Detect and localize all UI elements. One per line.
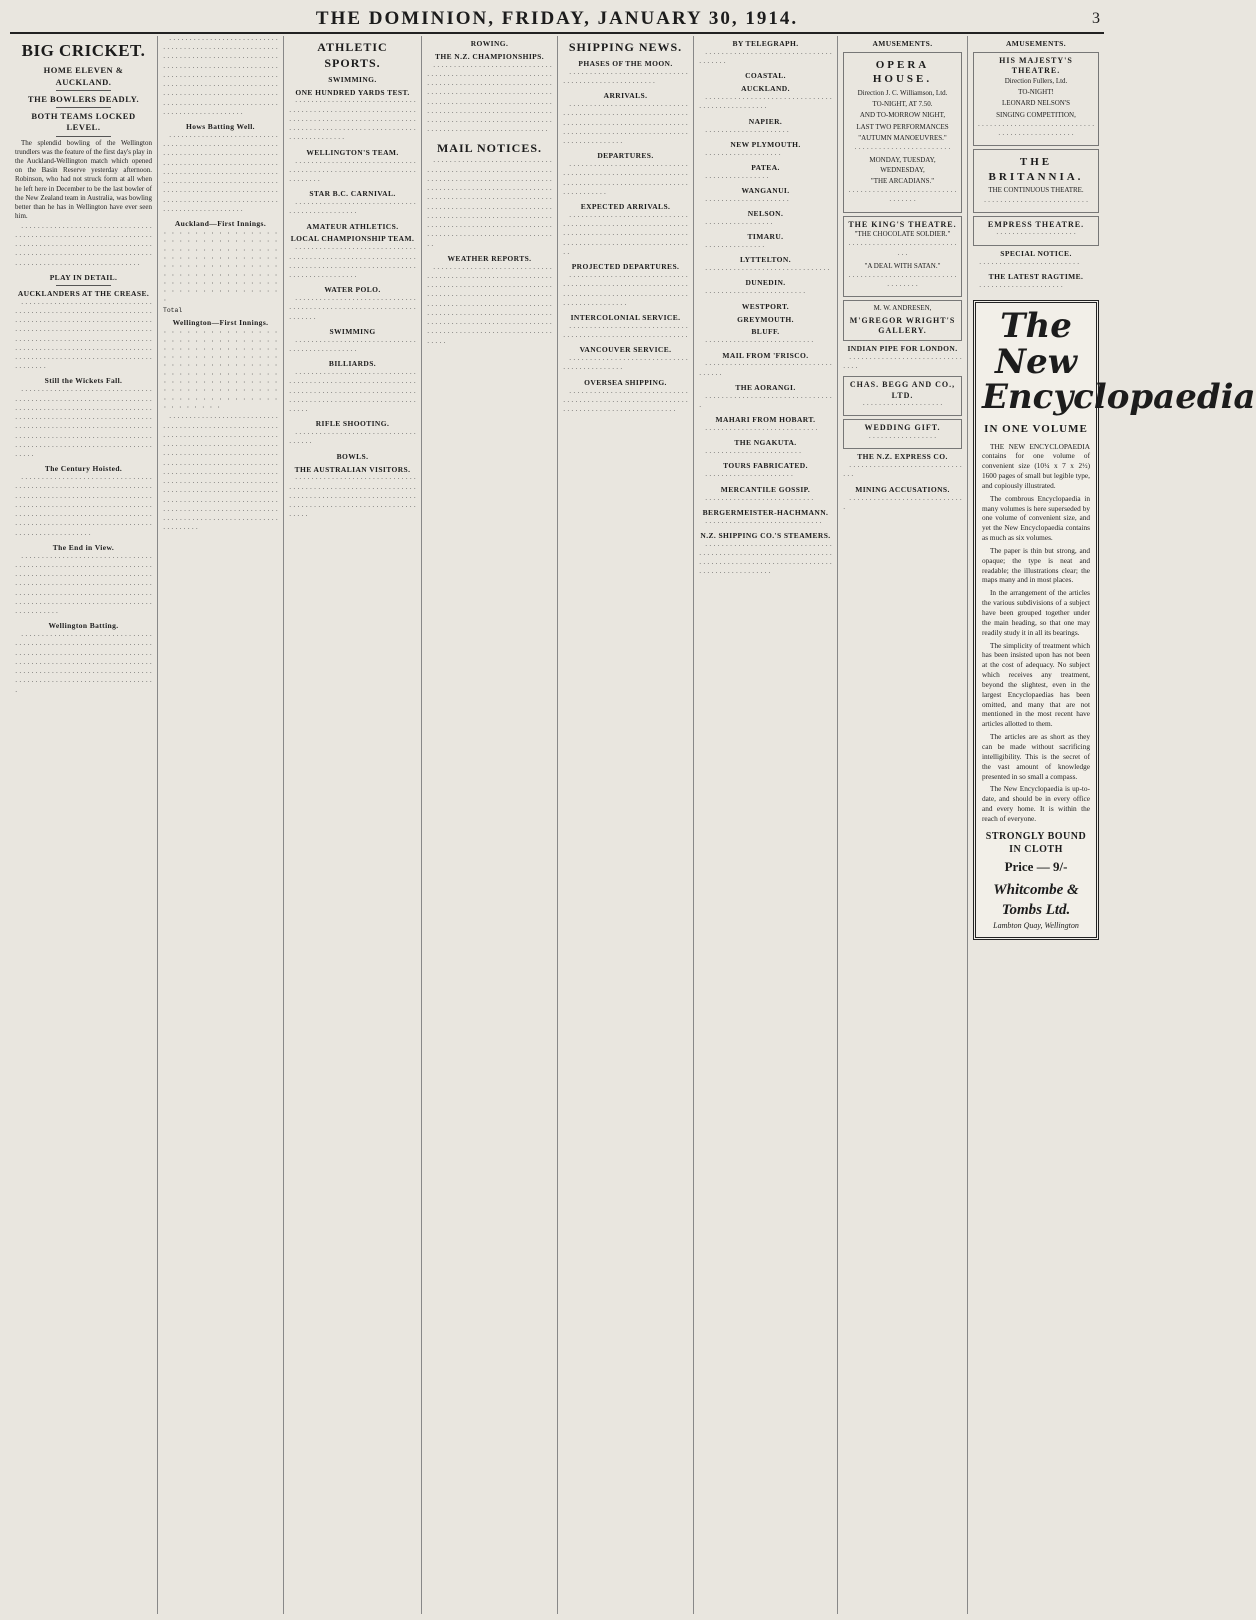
ad-line: "AUTUMN MANOEUVRES."	[858, 133, 947, 142]
column-amusements-2	[968, 36, 1256, 1614]
article-filler: · · · · · · · · · · · · · · · · · · · · · · · · · · · · · · ·	[843, 463, 962, 481]
article-filler: · · · · · · · · · · · · · · · · · · · · · · · · · · · · · · · · · · · · · · · · · · · · · · · · · · · · · · · · · · · · · · · · · · · · · · · · · · · · · · · · · · · · · · · · · · · · · · · · · · · · · · · · · · · · · · · · · · · · · · · · · · · · · · · · · · · · · · · · · · · · · · · · · · · · · · · · · · · · · · · · · · · · · · · · · · · · · · · · · · · · · · · · · · · · · · · · · · · · · · · · · · · · · · · · · · · · · · · · · · · · · · · · · · · · · · · · · · · · · · · · · · ·	[163, 133, 278, 215]
article-filler: · · · · · · · · · · · · · · · · · · · · · · · · · · · · · · · · · · · · · · · · · · · · · · · · · · · · · · · · · · · · · · · · · · · · · · · · · · · · · · · · · · · · · · · · · · · · · · · · · · · · · · · · · · · · · · · · · · · · · · · · · · · · · · · · · · · · · · · · ·	[563, 102, 688, 148]
article-filler: · · · · · · · · · · · · · · · · · · · · · · · · · · · · · · · · · · · · · · · · · · · · · · · · · · · · · · · · · · · · · · · · · · · ·	[289, 296, 416, 323]
article-filler: · · · · · · · · · · · · · · · · · · · · · · · · · · · · · · · · · · · · · · · · · · · · · · · · · · · · · · · · · · · · · · · · · · · · · · · · · · · · · · · · · · · · · · · · · · · · · · · · · · · · · · · · · · · · · · · · · · · · · · · · · · · · · · · · · · · · · · · · · · · · · · · · · · · · · · · · · · · · · · · · · · · · · · · · · · · · · · · · · · · · · · · · · · · · · · · · · · · · · · · · · · · · · · · · · · · · · · · · · · · · · · · · · · · · · · · · · · · · · · · · ·	[15, 387, 153, 460]
subhead-hundred-yards: ONE HUNDRED YARDS TEST.	[295, 87, 410, 97]
subhead-vancouver: VANCOUVER SERVICE.	[579, 345, 672, 355]
article-filler: · · · · · · · · · · · · · · · · · · · · · · · · · · · · · · · · · · · · · · · · · · · · · · · · · · · · · · · · · · · · · · · · · · · · · · · · · · · · · · · · · · · · · · · · · · · · · · · · · · · · · · · · · · · · ·	[289, 245, 416, 282]
subhead-wellington-team: WELLINGTON'S TEAM.	[306, 147, 399, 157]
advert-subtitle: IN ONE VOLUME	[984, 422, 1088, 435]
article-filler: · · · · · · · · · · · · · · · ·	[705, 173, 769, 182]
headline-athletic: ATHLETIC SPORTS.	[317, 40, 388, 70]
article-filler: · · · · · · · · · · · · · · · · · · · · · · · · · · · · · · · · · · · · · · · · · · · · · · · · · · · · · · · · · · · · · · · · · · · · · · · · · · · · · · · · · · · · · · · ·	[563, 388, 688, 416]
amusements-header-2: AMUSEMENTS.	[1005, 39, 1067, 48]
ad-filler: · · · · · · · · · · · · · · · · · · · ·	[862, 401, 943, 410]
subhead-nelson: NELSON.	[747, 209, 784, 219]
article-filler: · · · · · · · · · · · · · · · · · · · · · · · · · · · · · · · · · · · · · · · · · · · · · · · · · · · · · · · · · · · · · · · · · · · · · · · · · · · · · · · · · · · · · · · · · · · · · · · · · · · · · · · · · · · · · · · · · · ·	[699, 541, 832, 578]
advert-address: Lambton Quay, Wellington	[993, 920, 1079, 930]
divider	[56, 136, 111, 137]
subhead-end-in-view: The End in View.	[52, 542, 115, 552]
article-filler: · · · · · · · · · · · · · · · · · · · · · · · · · · · · · · ·	[705, 266, 830, 275]
article-filler: · · · · · · · · · · · · · · · · · · · · · · · · · · ·	[705, 338, 814, 347]
ad-filler: · · · · · · · · · · · · · · · · · · · · · · · ·	[854, 145, 951, 154]
advert-title-2: Encyclopaedia	[982, 377, 1256, 418]
article-filler: · · · · · · · · · · · · · · · · · · · · · · · · · · · · · · · · · · · · · · · · · · · · · · · · · · · · · · · · · · · · · · · · · · · · · · · · · · · · · · · · · · · · · · · · · · · · · · · · · · · · · · · · · · · · · · · · · · · · · · · · · · · · · · · · · · · · · · · · · · · · · · · · · · · · · · · · · · · · · · · · · · · · · · · · · · · · · · · · · · · · · · · · · · · · · · · · · · · · · · · · · · · · · · · · · · · · · · · · · · · · · · · · · · · · · · · · · · · · · · · · · · · ·	[15, 299, 153, 373]
ad-his-majestys	[973, 52, 1099, 147]
subhead-dunedin: DUNEDIN.	[745, 278, 786, 288]
ad-line: TO-NIGHT, AT 7.50.	[872, 100, 933, 109]
advert-paragraph: The combrous Encyclopaedia in many volumes is here superseded by one volume of convenient size, and yet the New Encyclopaedia contains as much as six volumes.	[982, 493, 1090, 543]
scorecard-filler: · · · · · · · · · · · · · · · · · · · · · · · · · · · · · · · · · · · · · · · · · · · · · · · · · · · · · · · · · · · · · · · · · · · · · · · · · · · · · · · · · · · · · · · · · · · · · · · · · · · · · · · · · · · · · · · · · · · · · · · · · · · · · · · · · · · · · · · · · · · · · · ·	[163, 329, 278, 412]
column-shipping-cont	[694, 36, 838, 1614]
subhead-lyttelton: LYTTELTON.	[739, 255, 792, 265]
article-filler: · · · · · · · · · · · · · · · · · · · · · · · · · · · ·	[705, 426, 818, 435]
article-filler: · · · · · · · · · · · · · · · · · · · · · · · · · · · · ·	[705, 518, 822, 527]
advert-price: Price — 9/-	[1004, 859, 1068, 875]
ad-kings-title: THE KING'S THEATRE.	[848, 219, 957, 229]
subhead-mercantile-gossip: MERCANTILE GOSSIP.	[720, 484, 811, 494]
subhead-moon-phases: PHASES OF THE MOON.	[578, 58, 673, 68]
ad-line: LEONARD NELSON'S	[1002, 99, 1070, 108]
subhead-arrivals: ARRIVALS.	[603, 91, 648, 101]
article-filler: · · · · · · · · · · · · · · · · · · · · · · · · · · · · · · · · · · · ·	[289, 430, 416, 448]
article-filler: · · · · · · · · · · · · · · · · · · · · · · · · · · · · · · · · · · · · · · · · · · · · · · · · · · · · · · · · · · · · · · · · · · · · · · · · · · · · · · · · · · · · · · · · · · · · · · · · · · · · · · · · · · · · · · · · · · · · · · · · · · · · · · · · · · · · · · · · · · · · · · · · · · · · · · · · · · · · · · · · · · · · · · · · · · · · · · · · · · · · · · · · · · · · · · · · · · · · · · · · · · · · · · · · · · · · · · · · · · · · ·	[15, 475, 153, 539]
article-filler: · · · · · · · · · · · · · · · · · · · · · · · · · · ·	[705, 495, 814, 504]
ad-gallery-title: M'GREGOR WRIGHT'S GALLERY.	[849, 315, 956, 336]
ad-line: "THE ARCADIANS."	[870, 176, 935, 185]
headline-shipping: SHIPPING NEWS.	[568, 40, 683, 54]
ad-empress-title: EMPRESS THEATRE.	[987, 219, 1085, 229]
section-rowing: ROWING.	[470, 39, 509, 48]
article-filler: · · · · · · · · · · · · · · · · · · · · · · · · ·	[705, 289, 806, 298]
advert-paragraph: The paper is thin but strong, and opaque; the type is neat and readable; the illustrations clear; the maps many and in most places.	[982, 545, 1090, 585]
ad-opera-title: OPERA HOUSE.	[872, 58, 933, 86]
subhead-ngakuta: THE NGAKUTA.	[734, 438, 797, 448]
article-filler: · · · · · · · · · · · · · · · · · · · · · · · · ·	[979, 259, 1080, 268]
article-filler: · · · · · · · · · · · · · · · · · · · · · · · · · · · · · · · · · · · · · · · · · · · · · · ·	[289, 337, 416, 355]
subhead-patea: PATEA.	[751, 162, 780, 172]
subhead-mahari-hobart: MAHARI FROM HOBART.	[715, 415, 816, 425]
scorecard-filler: · · · · · · · · · · · · · · · · · · · · · · · · · · · · · · · · · · · · · · · · · · · · · · · · · · · · · · · · · · · · · · · · · · · · · · · · · · · · · · · · · · · · · · · · · · · · · · · · · · · · · · · · · · · · · · · · · · · · · · · · ·	[163, 230, 278, 304]
ad-line: MONDAY, TUESDAY, WEDNESDAY,	[869, 156, 936, 174]
ad-line: LAST TWO PERFORMANCES	[856, 122, 949, 131]
article-filler: · · · · · · · · · · · · · · · · · · · · · · · · · · · · · · · · · · · · · · · · · · · · · · · ·	[699, 95, 832, 113]
ad-line: Direction J. C. Williamson, Ltd.	[857, 88, 948, 97]
article-filler: · · · · · · · · · · · · · · · · · · · · · · · · · · · · · · · · · · · · · · · · · · · · · · · · · · · · · · · · · · · · · · · · · · · · · · · · · · · · · · · · · · · · · · · · · · · · · · · · · · · · · · · · · · · · · · · · · · · · · · · · · · · ·	[563, 212, 688, 258]
article-filler: · · · · · · · · · · · · · · · · · · · · · · · · · · · · · · · · · · · · · · · · · · · · · · · · · · · · · · · · · · · · · · · · · · · · · · · · · · · · · · · · · · · · · · · · · · · · · · · · · · · · · · · · · · · · · · · · · · · · · · · · · · · · · · · · · · · · · · · · · · · · · · · · · · · · · · · · · · · · · · · · · · · · · · · · · · · · · · · · · · · · · · · · · · · · · · · · · · · · · · · · · · ·	[15, 632, 153, 696]
subhead-new-plymouth: NEW PLYMOUTH.	[730, 139, 801, 149]
subhead-greymouth: GREYMOUTH.	[737, 314, 794, 324]
masthead	[10, 6, 1104, 34]
subhead-australian-visitors: THE AUSTRALIAN VISITORS.	[294, 464, 411, 474]
ad-line: "THE CHOCOLATE SOLDIER."	[854, 230, 951, 239]
section-bowls: BOWLS.	[336, 451, 369, 461]
ad-line: THE CONTINUOUS THEATRE.	[988, 186, 1084, 195]
subhead-mining: MINING ACCUSATIONS.	[855, 484, 950, 494]
scorecard-total: Total	[163, 306, 183, 314]
subhead-indian-pipe: INDIAN PIPE FOR LONDON.	[847, 343, 958, 353]
ad-majesty-title: HIS MAJESTY'S THEATRE.	[999, 55, 1073, 76]
subhead-bergermeister: BERGERMEISTER-HACHMANN.	[702, 507, 829, 517]
subhead-local-championship: LOCAL CHAMPIONSHIP TEAM.	[290, 234, 415, 244]
article-filler: · · · · · · · · · · · · · · · · · · · · · · · · · · · · ·	[843, 495, 962, 513]
subhead-by-telegraph: BY TELEGRAPH.	[732, 39, 799, 48]
subhead-westport: WESTPORT.	[741, 301, 790, 311]
subhead-wellington-batting: Wellington Batting.	[48, 621, 119, 631]
article-filler: · · · · · · · · · · · · · · · · · · · · · · · · · · · · · · · · · · · · · · · · · · · · · · · · · · · · · · · · · · · · · · · · · · · · · · · · · · · · · · · · · · · · · · · · · · · · · · · · · · · · · · · · · · · · · · · · · · · · · · · · · · · · · · · · · · · · · · · · · · · · · · · · · · · · · · · · · · · · · · · · · · · · ·	[15, 223, 153, 269]
advert-paragraph: The simplicity of treatment which has been insisted upon has not been at the cost of adequacy. No subject which receives any treatment, beyond the slightest, even in the largest Encyclopaedias has been omitted, and many that are not mentioned in the most recent have articles allotted to them.	[982, 640, 1090, 729]
page-number: 3	[1092, 10, 1100, 27]
subhead-hows-batting: Hows Batting Well.	[186, 122, 255, 132]
masthead-title: THE DOMINION, FRIDAY, JANUARY 30, 1914.	[315, 8, 799, 29]
article-filler: · · · · · · · · · · · · · · · · · · · · · · · · · · · · · · · · · · · · · · · · · · · · · · · · · · · · · · · · · · · · · · · · · · · · · · · · · · · · · · · · · · · · · · · · · · · · · · · · · · · · · · · · · · ·	[563, 273, 688, 309]
scorecard-auckland	[163, 230, 278, 315]
divider	[56, 107, 111, 108]
subhead-express-co: THE N.Z. EXPRESS CO.	[857, 452, 948, 462]
article-filler: · · · · · · · · · · · · · · · · · · · · · · · · · · · · · · · · · · · · · ·	[699, 49, 832, 68]
subhead-bowlers: THE BOWLERS DEADLY.	[27, 93, 140, 104]
subhead-wanganui: WANGANUI.	[741, 185, 790, 195]
article-filler: · · · · · · · · · · · · · · · · · · · · · · · · · · · · · · · · · · · · · · · · · · · · · · · · · · · · · · · · · · · · · · · · · · · · · · · · · · · · · · · · · · · · · · · · · · · · · · · · · · · · · · · · · · · · · · · · · · · · · · · · · · · · · · · · · · · · · · · · · · · · · · · · · · · · · · · · · · · · · · · · · · · · · · · · · · · · · · · · · · · · · · · · · · · · · · · · · · · · · · · · · · · · · · · · · · · · · · · · · · · · · · · · · · · · · · · · · · · · · · · · · · · · · · · · · · · · · · · · · · · · · · · · · · · · · · · · · · · · · · ·	[427, 158, 552, 250]
column-cricket-cont	[158, 36, 284, 1614]
subhead-timaru: TIMARU.	[747, 232, 784, 242]
article-filler: · · · · · · · · · · · · · · ·	[705, 243, 765, 252]
article-filler: · · · · · · · · · · · · · · · · · · · · · · · · · · · · · · · ·	[699, 393, 832, 411]
ad-kings-theatre	[843, 216, 962, 298]
ad-line: TO-NIGHT!	[1018, 88, 1054, 97]
divider	[56, 285, 111, 286]
column-shipping	[558, 36, 694, 1614]
section-weather-reports: WEATHER REPORTS.	[447, 253, 532, 263]
subhead-wickets-fall: Still the Wickets Fall.	[44, 376, 123, 386]
ad-filler: · · · · · · · · · · · · · · · · · · · · · · · · · · · · · · · · · ·	[848, 188, 957, 206]
subhead-bluff: BLUFF.	[751, 327, 780, 337]
advert-paragraph: In the arrangement of the articles the various subdivisions of a subject have been grouped together under the main heading, so that one may readily study it in all its bearings.	[982, 588, 1090, 637]
article-filler: · · · · · · · · · · · · · · · · · · · · · · · · · · · · · · · · · · · · · · · · · · · · · · · · · · · · · · · · · · · · · · · · · · · · · · · · · · · · · · · · · · · · · · · · · · · · · · · · · · · · · · · · · · · · · · · · · · · · · · · · · · · · · · · ·	[289, 370, 416, 416]
subhead-special-notice: SPECIAL NOTICE.	[1000, 248, 1072, 258]
subhead-star-carnival: STAR B.C. CARNIVAL.	[309, 189, 396, 199]
ad-begg-title: CHAS. BEGG AND CO., LTD.	[849, 380, 956, 400]
section-mail-notices: MAIL NOTICES.	[436, 140, 543, 155]
ad-filler: · · · · · · · · · · · · · · · · ·	[868, 434, 937, 443]
advert-binding: STRONGLY BOUND IN CLOTH	[985, 830, 1087, 855]
article-filler: · · · · · · · · · · · · · · · · · · · · · · · · · · · · · · · · · · · · · · · · · · · · · · · · · · · · · · · · · · · · · · · · · · · · · · · · · · · · · · · · · · · · · · · · · · · · · · · · · · · · · · · · · · · · · · · · · · · · · · · · · · · · · · · · · · · · · · · · · · · · · · · · · · · · · · · · · · · · · · · · · · · · · · · · · · · · · · · · · · · · · · · · · · · · · · · · · · · · · · · · · · · · · · · · · · · · · · · · · · · · · · · · · · · · · · · · · · · · · · · · · · ·	[163, 36, 278, 118]
article-filler: · · · · · · · · · · · · · · · · · · · · ·	[705, 196, 789, 205]
ad-filler: · · · · · · · · · · · · · · · · · · · · · · · · · · · · · · · · · · · · · · · · · · · · · · · ·	[977, 121, 1095, 140]
article-filler: · · · · · · · · · · · · · · · · · · · · · · · · · · · · · · · · · · · · · · · · · · · · · · · · · · · · · · · · · · · · · · · · · · · · · · · · · · · · · · · · · · · · · · · · · · · · · · · · · · · · · · · · · · · · · · · · · · · · · · · · · · · · · · · · · · · · · · · · · · · · · · · · · · · · · · · · · · · · · · · · · · · · · · · · · · · · · · · · · · · · · · · · · · · · · · · · · · · · · · · · · · · · · · · · · · · · · · · · · · · · · · · · · · · · · · · · · · · · · · · · · · · · ·	[427, 62, 552, 136]
subhead-home-eleven: HOME ELEVEN & AUCKLAND.	[43, 65, 124, 87]
amusements-header: AMUSEMENTS.	[872, 39, 933, 48]
column-cricket	[10, 36, 158, 1614]
subhead-coastal: COASTAL.	[745, 71, 786, 81]
ad-line: "A DEAL WITH SATAN."	[864, 261, 941, 270]
section-aucklanders: AUCKLANDERS AT THE CREASE.	[17, 288, 150, 298]
article-filler: · · · · · · · · · · · · · · · · · · ·	[705, 150, 781, 159]
subhead-nz-championships: THE N.Z. CHAMPIONSHIPS.	[434, 51, 544, 61]
ad-filler: · · · · · · · · · · · · · · · · · · · · · · · · · · · · · · · · · · ·	[848, 272, 957, 291]
subhead-aorangi: THE AORANGI.	[735, 382, 796, 392]
article-filler: · · · · · · · · · · · · · · · · · · · · · · · · · · · · · · · · · · · · · · · · · · · · · · · · · · · · · · · · · · · ·	[563, 323, 688, 342]
subhead-napier: NAPIER.	[748, 116, 783, 126]
ad-line: AND TO-MORROW NIGHT,	[859, 111, 946, 120]
table-title-wellington: Wellington—First Innings.	[172, 318, 269, 328]
subhead-mail-frisco: MAIL FROM 'FRISCO.	[722, 350, 809, 360]
article-filler: · · · · · · · · · · · · · · · · · · · · · · · · · · · · · · · · · · · · · · · · · · · · · · · · · · · · · · · · · · · · · · · · · · · · · · · · · · · · · · · · · · · · · · · · · · · · · · · · · · · · · · · · · · · · · · · · · · · · · · · · · · · · · · · · · · · · · · · · · · · · · · · · · · · · · · · · · · · · · · · · · · · · · · · · · · · · · · · · · · · · · · · · · · · · · · · · · · · · · · · · · · · · · · · · · · · · · · · · · · · · · · · · · · · · · · · · · · · · · · · · · · · · · · · · · · · · · · · · · · · · · · · · · · · · · · · · · · · · · · · · · · · · · · · · · · · · · · · · · · · · · · · · · · · · · · · · · · · · · · · · · · · · · · · · · · · · · · · · · · · · · · · ·	[163, 414, 278, 534]
column-athletics	[284, 36, 422, 1614]
subhead-tours: TOURS FABRICATED.	[723, 461, 808, 471]
subhead-century: The Century Hoisted.	[44, 464, 123, 474]
subhead-latest-ragtime: THE LATEST RAGTIME.	[988, 271, 1084, 281]
advert-paragraph: The New Encyclopaedia is up-to-date, and should be in every office and every home. It is within the reach of everyone.	[982, 784, 1090, 823]
ad-filler: · · · · · · · · · · · · · · · · · · · ·	[996, 230, 1076, 239]
advert-publisher: Whitcombe & Tombs Ltd.	[993, 882, 1079, 919]
ad-line: SINGING COMPETITION,	[996, 110, 1076, 119]
article-paragraph: The splendid bowling of the Wellington trundlers was the feature of the first day's play in the Auckland-Wellington match which opened on the Basin Reserve yesterday afternoon. Robinson, who had not struck form at all when he left here in December to be the last bowler of the New Zealand team in Australia, was bowling better than he has in Wellington have ever seen him.	[15, 138, 152, 221]
article-filler: · · · · · · · · · · · · · · · · · · · · · ·	[705, 472, 794, 481]
subhead-intercolonial: INTERCOLONIAL SERVICE.	[570, 312, 681, 322]
advert-paragraph: The articles are as short as they can be made without sacrificing intelligibility. This is the secret of the vast amount of knowledge presented in so small a compass.	[982, 732, 1090, 781]
ad-line: M. W. ANDRESEN,	[873, 304, 932, 313]
table-title-auckland: Auckland—First Innings.	[174, 219, 267, 229]
section-rifle-shooting: RIFLE SHOOTING.	[315, 419, 390, 429]
subhead-departures: DEPARTURES.	[597, 151, 654, 161]
advert-body	[982, 442, 1090, 824]
article-filler: · · · · · · · · · · · · · · · · ·	[705, 220, 773, 228]
subhead-auckland: AUCKLAND.	[741, 84, 790, 94]
article-filler: · · · · · · · · · · · · · · · · · · · · · · · · · · · · · · · ·	[843, 354, 962, 372]
article-filler: · · · · · · · · · · · · · · · · · · · · · · · ·	[705, 449, 802, 458]
article-filler: · · · · · · · · · · · · · · · · · · · · · · · · · · · · · · · · · · · · · · · · · · · ·	[563, 356, 688, 374]
section-amateur-athletics: AMATEUR ATHLETICS.	[306, 221, 399, 231]
section-swimming-ladies: SWIMMING	[329, 326, 376, 336]
ad-opera-house	[843, 52, 962, 213]
column-amusements	[838, 36, 968, 1614]
subhead-locked: BOTH TEAMS LOCKED LEVEL.	[31, 111, 136, 133]
subhead-expected-arrivals: EXPECTED ARRIVALS.	[580, 202, 671, 212]
advert-paragraph: THE NEW ENCYCLOPAEDIA contains for one volume of convenient size (10¼ x 7 x 2½) 1600 pages of small but legible type, and copiously illustrated.	[982, 441, 1090, 490]
article-filler: · · · · · · · · · · · · · · · · · · · · · · · · · · · · · · · · · · · · · · · · · · · · · · ·	[289, 200, 416, 218]
ad-britannia-title: THE BRITANNIA.	[988, 156, 1084, 183]
article-filler: · · · · · · · · · · · · · · · · · · · · · · · · · · · · · · · · · · · · · · · · · · · · · · · · · · · · · · · · · · · · · · · · · · · · · · · · · · · · · · · · · · · · · · · · · · · · · · · · · · · · · · · · · · · · · · · · · · · · · · · · · · · · · · · · · · · · · · · · ·	[289, 98, 416, 144]
section-billiards: BILLIARDS.	[328, 359, 377, 369]
ad-line: Direction Fullers, Ltd.	[1004, 76, 1068, 85]
subhead-projected-departures: PROJECTED DEPARTURES.	[571, 262, 680, 272]
ad-filler: · · · · · · · · · · · · · · · · · · · · · · · · · · · · · ·	[848, 241, 957, 259]
ad-filler: · · · · · · · · · · · · · · · · · · · · · · · · · ·	[983, 197, 1089, 206]
ad-begg	[843, 376, 962, 416]
ad-britannia	[973, 149, 1099, 213]
ad-wedding	[843, 419, 962, 449]
article-filler: · · · · · · · · · · · · · · · · · · · · · · · · · · · · · · · · · · · · ·	[699, 361, 832, 379]
section-water-polo: WATER POLO.	[324, 285, 381, 295]
article-filler: · · · · · · · · · · · · · · · · · · · · · · · · · · · · · · · · · · · · · · · · · · · · · · · · · · · ·	[563, 69, 688, 87]
ad-empress	[973, 216, 1099, 246]
ad-wedding-title: WEDDING GIFT.	[864, 423, 941, 433]
subhead-oversea-shipping: OVERSEA SHIPPING.	[584, 377, 667, 387]
article-filler: · · · · · · · · · · · · · · · · · · · · · · · · · · · · · · · · · · · · · · · · · · · · · · · · · · · · · · · · · · · · · · · · · · · · · · · · · · · · · · · · · · · · · · · · · · · · · · · · · · · · · · · · · · · · · · · · · · · · · · · · · · · · · · · ·	[289, 475, 416, 521]
section-swimming: SWIMMING.	[328, 74, 377, 84]
article-filler: · · · · · · · · · · · · · · · · · · · · · · · · · · · · · · · · · · · · · · · · · · · · · · · · · · · · · · · · · · · · · · · · · · · · ·	[289, 158, 416, 185]
encyclopaedia-advert	[973, 300, 1256, 940]
columns	[10, 36, 1256, 1614]
section-play-detail: PLAY IN DETAIL.	[49, 272, 118, 282]
ad-gallery	[843, 300, 962, 340]
divider	[56, 90, 111, 91]
article-filler: · · · · · · · · · · · · · · · · · · · · · · · · · · · · · · · · · · · · · · · · · · · · · · · · · · · · · · · · · · · · · · · · · · · · · · · · · · · · · · · · · · · · · · · · · · · · · · · · · · · · · · · · · · · · · · · · · · · · · · · · · · · · · · · · · · · · · · · · · · · · · · · · · · · · · · · · · · · · · · · · · · · · · · · · · · · · · · · · · · · · · · · · · · · · · · · · · · · · · · · · · · · · · · · · · · · · · · · · · · · · · · · · · · · · · · · · · · · · · · · · · · · · · · · · · · ·	[427, 264, 552, 347]
scorecard-wellington	[163, 329, 278, 412]
advert-title-1: The New	[995, 305, 1077, 382]
article-filler: · · · · · · · · · · · · · · · · · · · · · · · · · · · · · · · · · · · · · · · · · · · · · · · · · · · · · · · · · · · · · · · · · · · · · · · · · · · · · · · · · · · · · · · · · · · · · · · · · · · · · ·	[563, 162, 688, 198]
article-filler: · · · · · · · · · · · · · · · · · · · · · · · · · · · · · · · · · · · · · · · · · · · · · · · · · · · · · · · · · · · · · · · · · · · · · · · · · · · · · · · · · · · · · · · · · · · · · · · · · · · · · · · · · · · · · · · · · · · · · · · · · · · · · · · · · · · · · · · · · · · · · · · · · · · · · · · · · · · · · · · · · · · · · · · · · · · · · · · · · · · · · · · · · · · · · · · · · · · · · · · · · · · · · · · · · · · · ·	[15, 553, 153, 618]
subhead-nz-shipping-co: N.Z. SHIPPING CO.'S STEAMERS.	[700, 530, 831, 540]
headline-cricket: BIG CRICKET.	[21, 41, 146, 60]
article-filler: · · · · · · · · · · · · · · · · · · · · ·	[979, 282, 1063, 291]
column-rowing	[422, 36, 558, 1614]
article-filler: · · · · · · · · · · · · · · · · · · · · ·	[705, 127, 789, 136]
